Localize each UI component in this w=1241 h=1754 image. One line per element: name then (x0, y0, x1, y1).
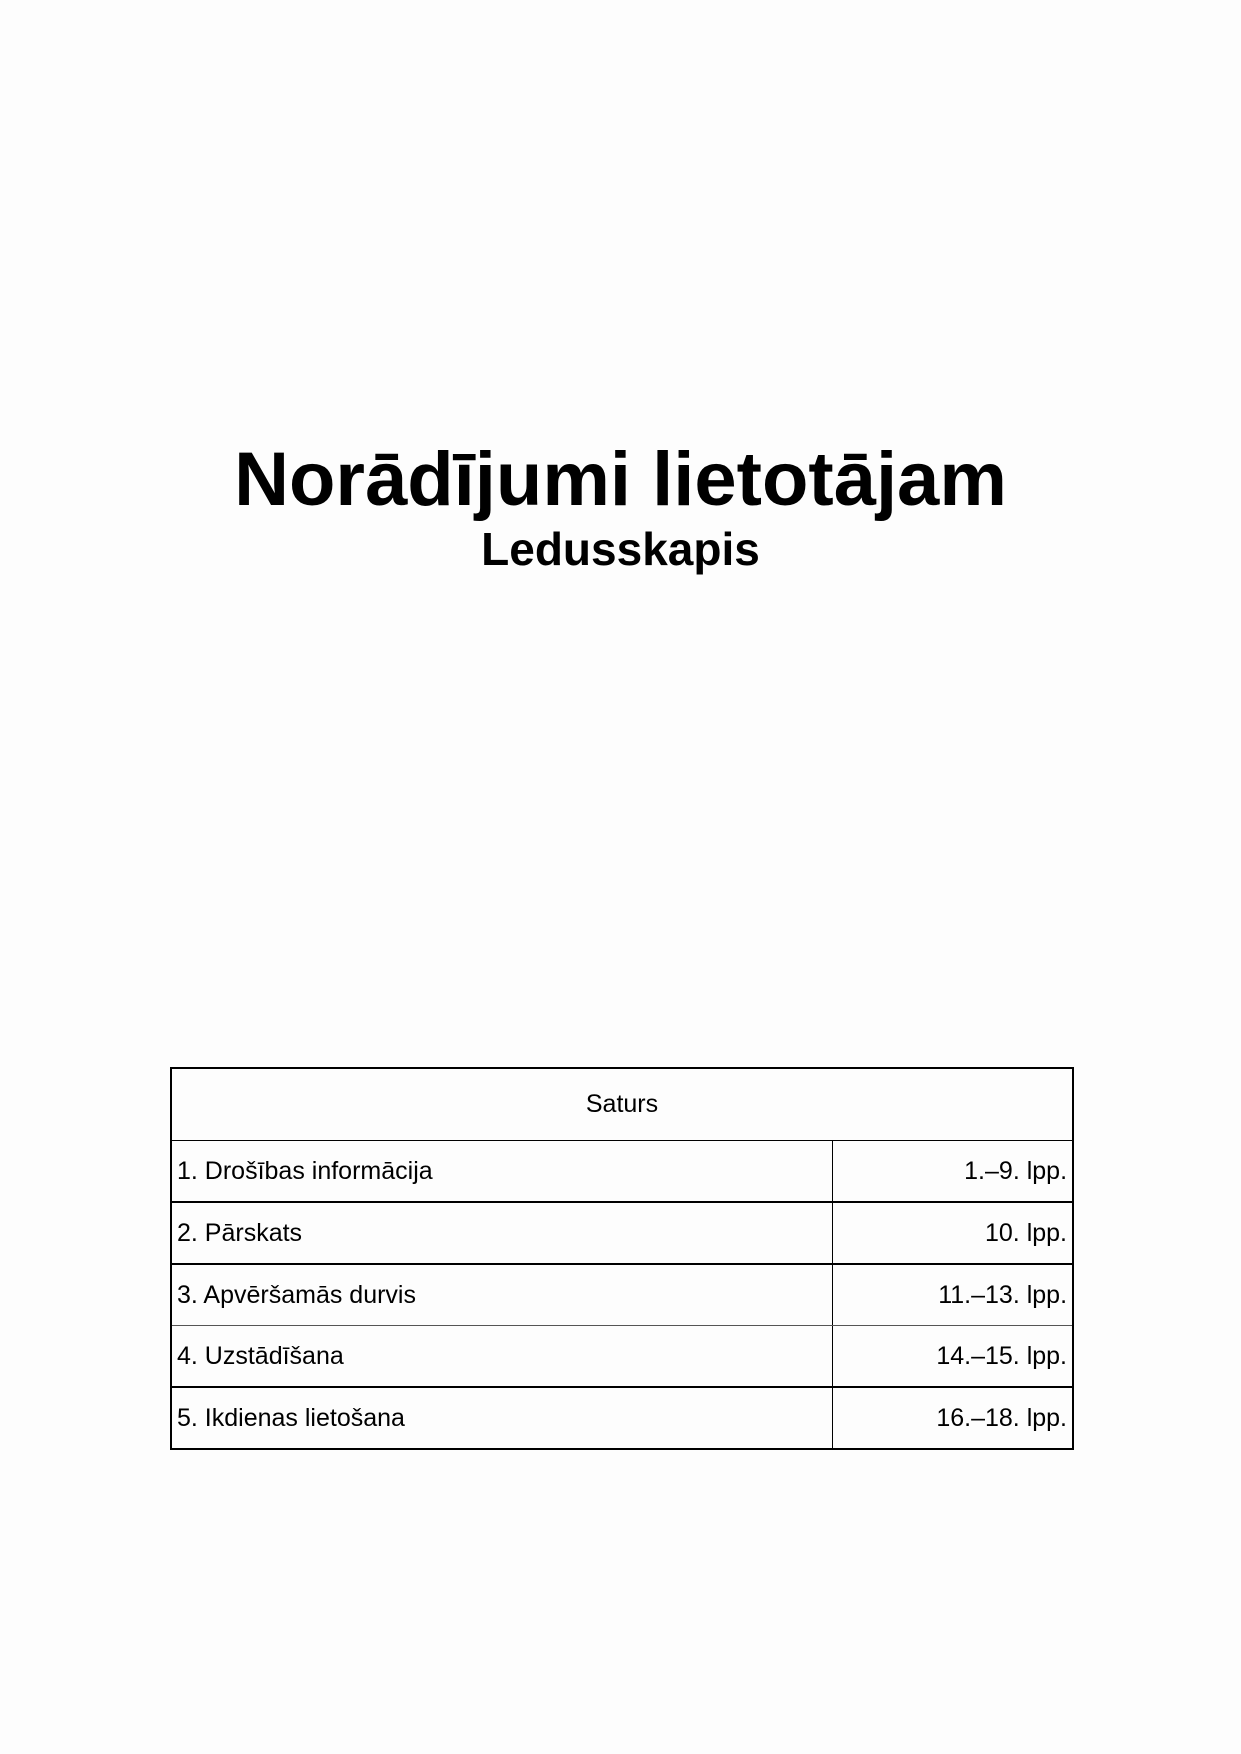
toc-row-label: 3. Apvēršamās durvis (171, 1264, 832, 1326)
toc-row-pages: 1.–9. lpp. (832, 1141, 1073, 1203)
toc-row-pages: 16.–18. lpp. (936, 1403, 1068, 1432)
toc-row-label: 4. Uzstādīšana (171, 1326, 832, 1388)
toc-row (171, 1326, 1073, 1388)
toc-row-pages: 11.–13. lpp. (832, 1264, 1073, 1326)
table-of-contents (170, 1067, 1074, 1450)
toc-row-pages: 10. lpp. (832, 1202, 1073, 1264)
toc-row (171, 1202, 1073, 1264)
toc-row-label: 2. Pārskats (171, 1202, 832, 1264)
toc-heading: Saturs (171, 1068, 1073, 1141)
toc-row (171, 1141, 1073, 1203)
document-subtitle: Ledusskapis (481, 523, 760, 575)
toc-row-pages: 14.–15. lpp. (832, 1326, 1073, 1388)
toc-row-label: 1. Drošības informācija (171, 1141, 832, 1203)
document-title: Norādījumi lietotājam (234, 437, 1007, 522)
toc-row (171, 1387, 1073, 1449)
toc-row-label: 5. Ikdienas lietošana (171, 1387, 832, 1449)
toc-row (171, 1264, 1073, 1326)
